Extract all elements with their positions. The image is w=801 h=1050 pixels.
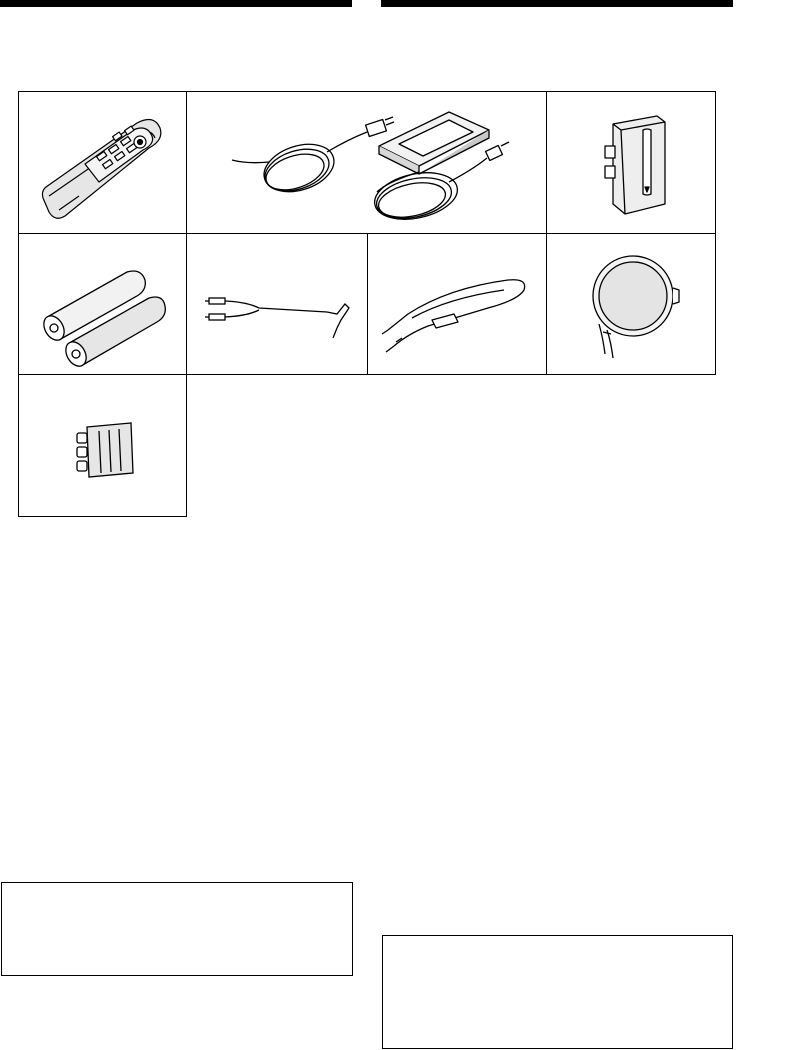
lens-cap-icon [547, 234, 717, 376]
accessory-cell-ac-adaptor [186, 91, 547, 234]
battery-pack-icon [547, 92, 717, 235]
top-rule-right [381, 0, 733, 7]
note-box-left [1, 882, 353, 976]
remote-control-icon [19, 92, 188, 235]
accessory-cell-scart-adaptor [18, 374, 187, 517]
accessory-cell-battery-pack [546, 91, 716, 234]
aa-batteries-icon [19, 234, 188, 376]
accessory-cell-shoulder-strap [367, 233, 547, 375]
accessory-cell-av-cable [186, 233, 368, 375]
top-rule-left [0, 0, 352, 7]
accessory-cell-remote-commander [18, 91, 187, 234]
accessory-cell-aa-batteries [18, 233, 187, 375]
scart-adaptor-icon [19, 375, 188, 518]
shoulder-strap-icon [368, 234, 548, 376]
av-cable-icon [187, 234, 369, 376]
note-box-right [382, 935, 733, 1049]
accessory-cell-lens-cap [546, 233, 716, 375]
ac-adaptor-icon [187, 92, 548, 235]
